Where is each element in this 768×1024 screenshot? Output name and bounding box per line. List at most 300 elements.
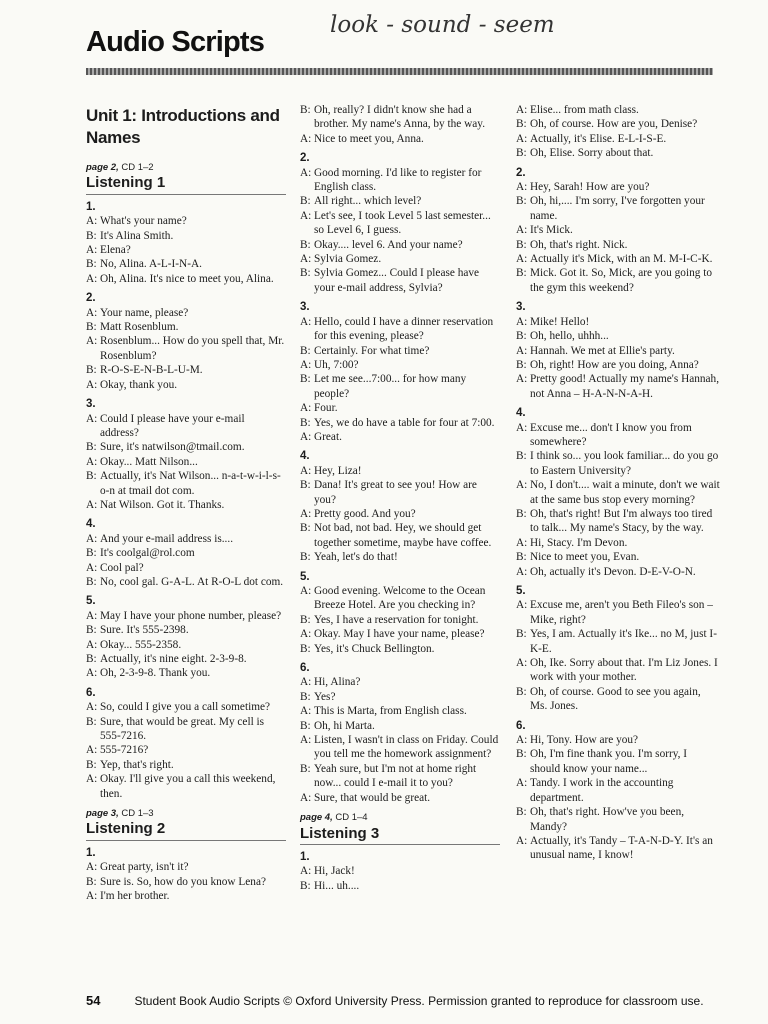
speaker-label: A: <box>516 599 528 612</box>
speaker-label: B: <box>300 642 311 655</box>
handwritten-note: look - sound - seem <box>330 12 555 38</box>
dialogue-line <box>516 747 720 776</box>
dialogue-text: Pretty good! Actually my name's Hannah, not Anna – H-A-N-N-A-H. <box>530 373 720 400</box>
dialogue-text: Hey, Sarah! How are you? <box>530 181 650 194</box>
speaker-label: A: <box>300 791 312 804</box>
dialogue-text: Yes, we do have a table for four at 7:00. <box>314 416 495 429</box>
speaker-label: A: <box>300 315 312 328</box>
dialogue-line <box>86 609 286 623</box>
dialogue-line <box>300 879 500 893</box>
dialogue-text: And your e-mail address is.... <box>100 532 234 545</box>
dialogue-line <box>516 627 720 656</box>
dialogue-text: Actually, it's Tandy – T-A-N-D-Y. It's an unusual name, I know! <box>530 834 713 862</box>
dialogue-line <box>516 117 720 131</box>
speaker-label: B: <box>86 875 97 888</box>
speaker-label: A: <box>300 209 312 222</box>
item-number: 1. <box>300 850 310 863</box>
dialogue-line <box>86 715 286 744</box>
dialogue-text: Could I please have your e-mail address? <box>100 412 245 439</box>
dialogue-line <box>300 642 500 656</box>
dialogue-text: Tandy. I work in the accounting department. <box>530 777 674 804</box>
speaker-label: A: <box>86 773 98 786</box>
dialogue-text: Hi, Alina? <box>314 676 361 689</box>
dialogue-line <box>300 584 500 613</box>
dialogue-line <box>86 561 286 575</box>
dialogue-line <box>300 132 500 146</box>
item-number: 5. <box>86 595 96 608</box>
speaker-label: B: <box>516 118 527 131</box>
speaker-label: A: <box>86 609 98 622</box>
dialogue-text: Certainly. For what time? <box>314 344 430 357</box>
item-number: 1. <box>86 200 96 213</box>
dialogue-line <box>86 860 286 874</box>
dialogue-line <box>300 416 500 430</box>
dialogue-text: Yep, that's right. <box>100 758 174 771</box>
dialogue-text: Sylvia Gomez. <box>314 253 382 266</box>
dialogue-text: Mike! Hello! <box>530 315 590 328</box>
dialogue-line <box>516 776 720 805</box>
item-number: 1. <box>86 846 96 859</box>
speaker-label: A: <box>516 421 528 434</box>
dialogue-text: Elise... from math class. <box>530 104 639 116</box>
dialogue-text: It's coolgal@rol.com <box>100 547 195 560</box>
speaker-label: A: <box>86 244 98 257</box>
dialogue-text: What's your name? <box>100 215 187 228</box>
speaker-label: A: <box>516 373 528 386</box>
dialogue-text: Hi, Jack! <box>314 865 355 878</box>
speaker-label: A: <box>86 701 98 714</box>
speaker-label: A: <box>300 734 312 747</box>
dialogue-line <box>300 627 500 641</box>
speaker-label: A: <box>300 358 312 371</box>
speaker-label: B: <box>300 551 311 564</box>
speaker-label: A: <box>86 861 98 874</box>
speaker-label: B: <box>300 238 311 251</box>
speaker-label: A: <box>516 734 528 747</box>
dialogue-text: Oh, 2-3-9-8. Thank you. <box>100 667 211 680</box>
speaker-label: A: <box>86 638 98 651</box>
dialogue-line <box>86 214 286 228</box>
speaker-label: B: <box>300 416 311 429</box>
dialogue-text: Oh, of course. How are you, Denise? <box>530 118 698 131</box>
dialogue-line <box>516 478 720 507</box>
dialogue-line <box>300 864 500 878</box>
dialogue-line <box>516 194 720 223</box>
cd-track: CD 1–4 <box>335 812 368 824</box>
speaker-label: B: <box>516 147 527 160</box>
speaker-label: B: <box>300 344 311 357</box>
speaker-label: A: <box>86 744 98 757</box>
speaker-label: A: <box>516 132 528 145</box>
dialogue-line <box>86 623 286 637</box>
speaker-label: A: <box>86 335 98 348</box>
speaker-label: A: <box>516 536 528 549</box>
dialogue-line <box>516 834 720 863</box>
column-1 <box>86 103 286 904</box>
dialogue-text: Yes, it's Chuck Bellington. <box>314 642 435 655</box>
speaker-label: A: <box>516 104 528 116</box>
dialogue-text: Okay. May I have your name, please? <box>314 628 485 641</box>
section-heading: Listening 2 <box>86 822 286 840</box>
dialogue-text: Hello, could I have a dinner reservation for this evening, please? <box>314 315 494 343</box>
dialogue-text: It's Mick. <box>530 224 573 237</box>
speaker-label: B: <box>516 358 527 371</box>
item-number: 4. <box>86 518 96 531</box>
speaker-label: A: <box>516 224 528 237</box>
speaker-label: A: <box>516 479 528 492</box>
speaker-label: B: <box>300 879 311 892</box>
dialogue-text: Nice to meet you, Anna. <box>314 132 424 145</box>
dialogue-line <box>300 238 500 252</box>
dialogue-text: Oh, actually it's Devon. D-E-V-O-N. <box>530 565 696 578</box>
dialogue-text: Four. <box>314 402 338 415</box>
speaker-label: B: <box>516 450 527 463</box>
dialogue-text: All right... which level? <box>314 195 422 208</box>
dialogue-line <box>86 306 286 320</box>
dialogue-text: Cool pal? <box>100 561 144 574</box>
dialogue-line <box>516 507 720 536</box>
item-number: 3. <box>86 398 96 411</box>
dialogue-text: Oh, Alina. It's nice to meet you, Alina. <box>100 272 274 285</box>
dialogue-text: R-O-S-E-N-B-L-U-M. <box>100 364 203 377</box>
dialogue-text: No, cool gal. G-A-L. At R-O-L dot com. <box>100 575 284 588</box>
speaker-label: A: <box>86 561 98 574</box>
dialogue-line <box>516 421 720 450</box>
dialogue-line <box>86 229 286 243</box>
speaker-label: B: <box>300 479 311 492</box>
dialogue-line <box>86 378 286 392</box>
dialogue-line <box>86 440 286 454</box>
dialogue-text: Sure, that would be great. My cell is 555-7216. <box>100 715 265 743</box>
section-heading: Listening 1 <box>86 176 286 194</box>
page-reference <box>300 811 500 825</box>
dialogue-text: Okay. I'll give you a call this weekend, then. <box>100 773 276 800</box>
speaker-label: B: <box>300 195 311 208</box>
speaker-label: B: <box>86 441 97 454</box>
dialogue-line <box>86 498 286 512</box>
dialogue-line <box>86 743 286 757</box>
speaker-label: B: <box>516 195 527 208</box>
dialogue-text: Yes, I have a reservation for tonight. <box>314 613 479 626</box>
speaker-label: B: <box>86 575 97 588</box>
dialogue-text: 555-7216? <box>100 744 149 757</box>
dialogue-line <box>300 358 500 372</box>
dialogue-line <box>516 805 720 834</box>
dialogue-line <box>516 449 720 478</box>
speaker-label: A: <box>516 181 528 194</box>
dialogue-line <box>516 536 720 550</box>
speaker-label: A: <box>86 455 98 468</box>
dialogue-text: Okay.... level 6. And your name? <box>314 238 463 251</box>
item-number: 4. <box>516 407 526 420</box>
speaker-label: A: <box>86 890 98 903</box>
dialogue-text: Okay... Matt Nilson... <box>100 455 198 468</box>
speaker-label: B: <box>300 690 311 703</box>
dialogue-line <box>516 180 720 194</box>
speaker-label: B: <box>86 364 97 377</box>
speaker-label: A: <box>86 498 98 511</box>
speaker-label: A: <box>300 464 312 477</box>
dialogue-line <box>300 733 500 762</box>
dialogue-text: Hi, Tony. How are you? <box>530 734 639 747</box>
dialogue-text: Not bad, not bad. Hey, we should get together sometime, maybe have coffee. <box>314 522 492 549</box>
speaker-label: A: <box>516 777 528 790</box>
page-ref-label: page 2, <box>86 162 122 173</box>
item-number: 6. <box>516 719 526 732</box>
dialogue-line <box>300 521 500 550</box>
dialogue-line <box>86 320 286 334</box>
dialogue-text: Oh, hi Marta. <box>314 719 375 732</box>
speaker-label: B: <box>516 748 527 761</box>
page-number: 54 <box>86 993 101 1008</box>
dialogue-line <box>300 315 500 344</box>
dialogue-line <box>516 223 720 237</box>
dialogue-text: Hey, Liza! <box>314 464 362 477</box>
dialogue-text: Okay, thank you. <box>100 378 178 391</box>
speaker-label: B: <box>300 719 311 732</box>
dialogue-line <box>86 700 286 714</box>
speaker-label: A: <box>300 507 312 520</box>
cd-track: CD 1–3 <box>121 808 154 820</box>
dialogue-text: So, could I give you a call sometime? <box>100 701 271 714</box>
dialogue-text: Nat Wilson. Got it. Thanks. <box>100 498 225 511</box>
speaker-label: A: <box>86 378 98 391</box>
dialogue-text: This is Marta, from English class. <box>314 705 467 718</box>
dialogue-text: Excuse me... don't I know you from somewhere? <box>530 421 692 448</box>
speaker-label: B: <box>516 330 527 343</box>
speaker-label: A: <box>300 166 312 179</box>
speaker-label: B: <box>300 373 311 386</box>
dialogue-text: May I have your phone number, please? <box>100 609 282 622</box>
dialogue-text: No, I don't.... wait a minute, don't we wait at the same bus stop every morning? <box>530 479 720 506</box>
item-number: 4. <box>300 450 310 463</box>
speaker-label: B: <box>300 762 311 775</box>
dialogue-text: Sure is. So, how do you know Lena? <box>100 875 266 888</box>
dialogue-text: Oh, really? I didn't know she had a brother. My name's Anna, by the way. <box>314 104 486 131</box>
dialogue-text: Uh, 7:00? <box>314 358 359 371</box>
dialogue-line <box>516 733 720 747</box>
speaker-label: B: <box>86 258 97 271</box>
item-number: 6. <box>300 662 310 675</box>
dialogue-text: Pretty good. And you? <box>314 507 416 520</box>
speaker-label: B: <box>516 806 527 819</box>
dialogue-line <box>300 550 500 564</box>
dialogue-line <box>516 315 720 329</box>
dialogue-line <box>516 238 720 252</box>
dialogue-line <box>516 358 720 372</box>
dialogue-line <box>300 266 500 295</box>
dialogue-text: Great. <box>314 430 342 443</box>
dialogue-line <box>516 565 720 579</box>
dialogue-line <box>86 334 286 363</box>
speaker-label: A: <box>516 565 528 578</box>
dialogue-line <box>516 103 720 117</box>
dialogue-line <box>300 464 500 478</box>
speaker-label: A: <box>300 676 312 689</box>
dialogue-line <box>300 507 500 521</box>
speaker-label: B: <box>86 758 97 771</box>
item-number: 6. <box>86 686 96 699</box>
dialogue-text: Rosenblum... How do you spell that, Mr. Rosenblum? <box>100 335 285 362</box>
dialogue-text: I think so... you look familiar... do you go to Eastern University? <box>530 450 719 477</box>
item-number: 3. <box>516 301 526 314</box>
page-ref-label: page 3, <box>86 808 122 820</box>
dialogue-line <box>516 266 720 295</box>
dialogue-text: Yes, I am. Actually it's Ike... no M, just I-K-E. <box>530 628 717 655</box>
dialogue-line <box>86 652 286 666</box>
dialogue-line <box>300 704 500 718</box>
dialogue-text: Oh, Elise. Sorry about that. <box>530 147 654 160</box>
speaker-label: B: <box>516 685 527 698</box>
item-number: 3. <box>300 301 310 314</box>
dialogue-line <box>516 344 720 358</box>
speaker-label: B: <box>516 628 527 641</box>
speaker-label: A: <box>300 402 312 415</box>
speaker-label: A: <box>300 628 312 641</box>
dialogue-text: Actually it's Mick, with an M. M-I-C-K. <box>530 253 713 266</box>
dialogue-line <box>86 532 286 546</box>
speaker-label: A: <box>86 667 98 680</box>
dialogue-text: Listen, I wasn't in class on Friday. Could you tell me the homework assignment? <box>314 734 499 761</box>
speaker-label: B: <box>86 229 97 242</box>
dialogue-line <box>86 412 286 441</box>
speaker-label: B: <box>516 507 527 520</box>
dialogue-line <box>300 103 500 132</box>
speaker-label: A: <box>86 306 98 319</box>
dialogue-text: Let's see, I took Level 5 last semester... so Level 6, I guess. <box>314 209 491 237</box>
dialogue-text: Oh, that's right. Nick. <box>530 238 628 251</box>
dialogue-text: No, Alina. A-L-I-N-A. <box>100 258 202 271</box>
dialogue-text: Oh, of course. Good to see you again, Ms. Jones. <box>530 685 701 713</box>
cd-track: CD 1–2 <box>121 162 154 173</box>
speaker-label: B: <box>300 267 311 280</box>
section-heading: Listening 3 <box>300 827 500 845</box>
dialogue-text: Sure, that would be great. <box>314 791 431 804</box>
dialogue-text: Oh, that's right. How've you been, Mandy? <box>530 806 685 833</box>
dialogue-line <box>300 372 500 401</box>
dialogue-text: Good evening. Welcome to the Ocean Breeze Hotel. Are you checking in? <box>314 585 486 612</box>
dialogue-text: Your name, please? <box>100 306 189 319</box>
dialogue-line <box>300 430 500 444</box>
dialogue-text: Elena? <box>100 244 131 257</box>
speaker-label: B: <box>300 522 311 535</box>
footer-text: Student Book Audio Scripts © Oxford University Press. Permission granted to reproduce for classroom use. <box>134 994 704 1008</box>
item-number: 2. <box>516 166 526 179</box>
item-number: 2. <box>300 152 310 165</box>
dialogue-line <box>300 762 500 791</box>
speaker-label: A: <box>300 705 312 718</box>
dialogue-line <box>86 772 286 801</box>
dialogue-line <box>86 875 286 889</box>
speaker-label: B: <box>516 267 527 280</box>
speaker-label: B: <box>86 547 97 560</box>
speaker-label: B: <box>300 104 311 116</box>
dialogue-line <box>300 401 500 415</box>
dialogue-line <box>86 272 286 286</box>
dialogue-line <box>300 344 500 358</box>
dialogue-line <box>300 478 500 507</box>
dialogue-line <box>516 146 720 160</box>
speaker-label: A: <box>300 430 312 443</box>
column-3 <box>516 103 720 863</box>
speaker-label: A: <box>516 315 528 328</box>
dialogue-text: Actually, it's nine eight. 2-3-9-8. <box>100 653 247 665</box>
dialogue-line <box>516 329 720 343</box>
dialogue-line <box>300 675 500 689</box>
dialogue-text: Dana! It's great to see you! How are you? <box>314 479 477 506</box>
dialogue-text: Oh, right! How are you doing, Anna? <box>530 358 699 371</box>
dialogue-text: Hi, Stacy. I'm Devon. <box>530 536 628 549</box>
speaker-label: A: <box>516 657 528 670</box>
dialogue-text: Oh, hi,.... I'm sorry, I've forgotten your name. <box>530 195 705 222</box>
speaker-label: B: <box>86 470 97 483</box>
dialogue-line <box>516 656 720 685</box>
dialogue-text: I'm her brother. <box>100 890 170 903</box>
dialogue-text: Yeah, let's do that! <box>314 551 398 564</box>
speaker-label: A: <box>300 132 312 145</box>
dialogue-text: Sylvia Gomez... Could I please have your e-mail address, Sylvia? <box>314 267 480 294</box>
dialogue-line <box>86 889 286 903</box>
speaker-label: A: <box>86 532 98 545</box>
speaker-label: A: <box>300 253 312 266</box>
dialogue-text: Yeah sure, but I'm not at home right now... could I e-mail it to you? <box>314 762 477 790</box>
dialogue-text: Sure, it's natwilson@tmail.com. <box>100 441 245 454</box>
dialogue-text: Sure. It's 555-2398. <box>100 624 189 637</box>
dialogue-text: It's Alina Smith. <box>100 229 174 242</box>
dialogue-line <box>86 758 286 772</box>
dialogue-line <box>86 257 286 271</box>
dialogue-line <box>86 546 286 560</box>
dialogue-text: Okay... 555-2358. <box>100 638 182 651</box>
dialogue-line <box>300 209 500 238</box>
header-rule <box>86 68 713 75</box>
dialogue-text: Oh, hello, uhhh... <box>530 330 609 343</box>
dialogue-text: Oh, that's right! But I'm always too tired to talk... My name's Stacy, by the way. <box>530 507 713 535</box>
dialogue-line <box>300 613 500 627</box>
dialogue-text: Hi... uh.... <box>314 879 360 892</box>
item-number: 5. <box>516 585 526 597</box>
dialogue-line <box>300 194 500 208</box>
page-footer <box>86 993 704 1008</box>
dialogue-text: Oh, I'm fine thank you. I'm sorry, I should know your name... <box>530 748 688 775</box>
dialogue-line <box>86 638 286 652</box>
dialogue-line <box>516 598 720 627</box>
dialogue-text: Actually, it's Nat Wilson... n-a-t-w-i-l-s-o-n at tmail dot com. <box>100 470 281 497</box>
dialogue-text: Good morning. I'd like to register for English class. <box>314 166 482 194</box>
dialogue-text: Hannah. We met at Ellie's party. <box>530 344 675 357</box>
speaker-label: A: <box>516 834 528 847</box>
dialogue-line <box>516 372 720 401</box>
dialogue-line <box>516 132 720 146</box>
speaker-label: B: <box>86 715 97 728</box>
speaker-label: B: <box>86 321 97 334</box>
speaker-label: B: <box>516 238 527 251</box>
speaker-label: B: <box>300 613 311 626</box>
speaker-label: A: <box>86 272 98 285</box>
column-2 <box>300 103 500 893</box>
dialogue-line <box>300 791 500 805</box>
dialogue-line <box>300 252 500 266</box>
dialogue-text: Mick. Got it. So, Mick, are you going to the gym this weekend? <box>530 267 712 294</box>
dialogue-text: Actually, it's Elise. E-L-I-S-E. <box>530 132 667 145</box>
unit-heading: Unit 1: Introductions and Names <box>86 106 280 147</box>
dialogue-text: Excuse me, aren't you Beth Fileo's son – Mike, right? <box>530 599 713 626</box>
dialogue-line <box>300 690 500 704</box>
dialogue-line <box>86 666 286 680</box>
speaker-label: A: <box>516 253 528 266</box>
dialogue-line <box>516 550 720 564</box>
speaker-label: B: <box>516 551 527 564</box>
